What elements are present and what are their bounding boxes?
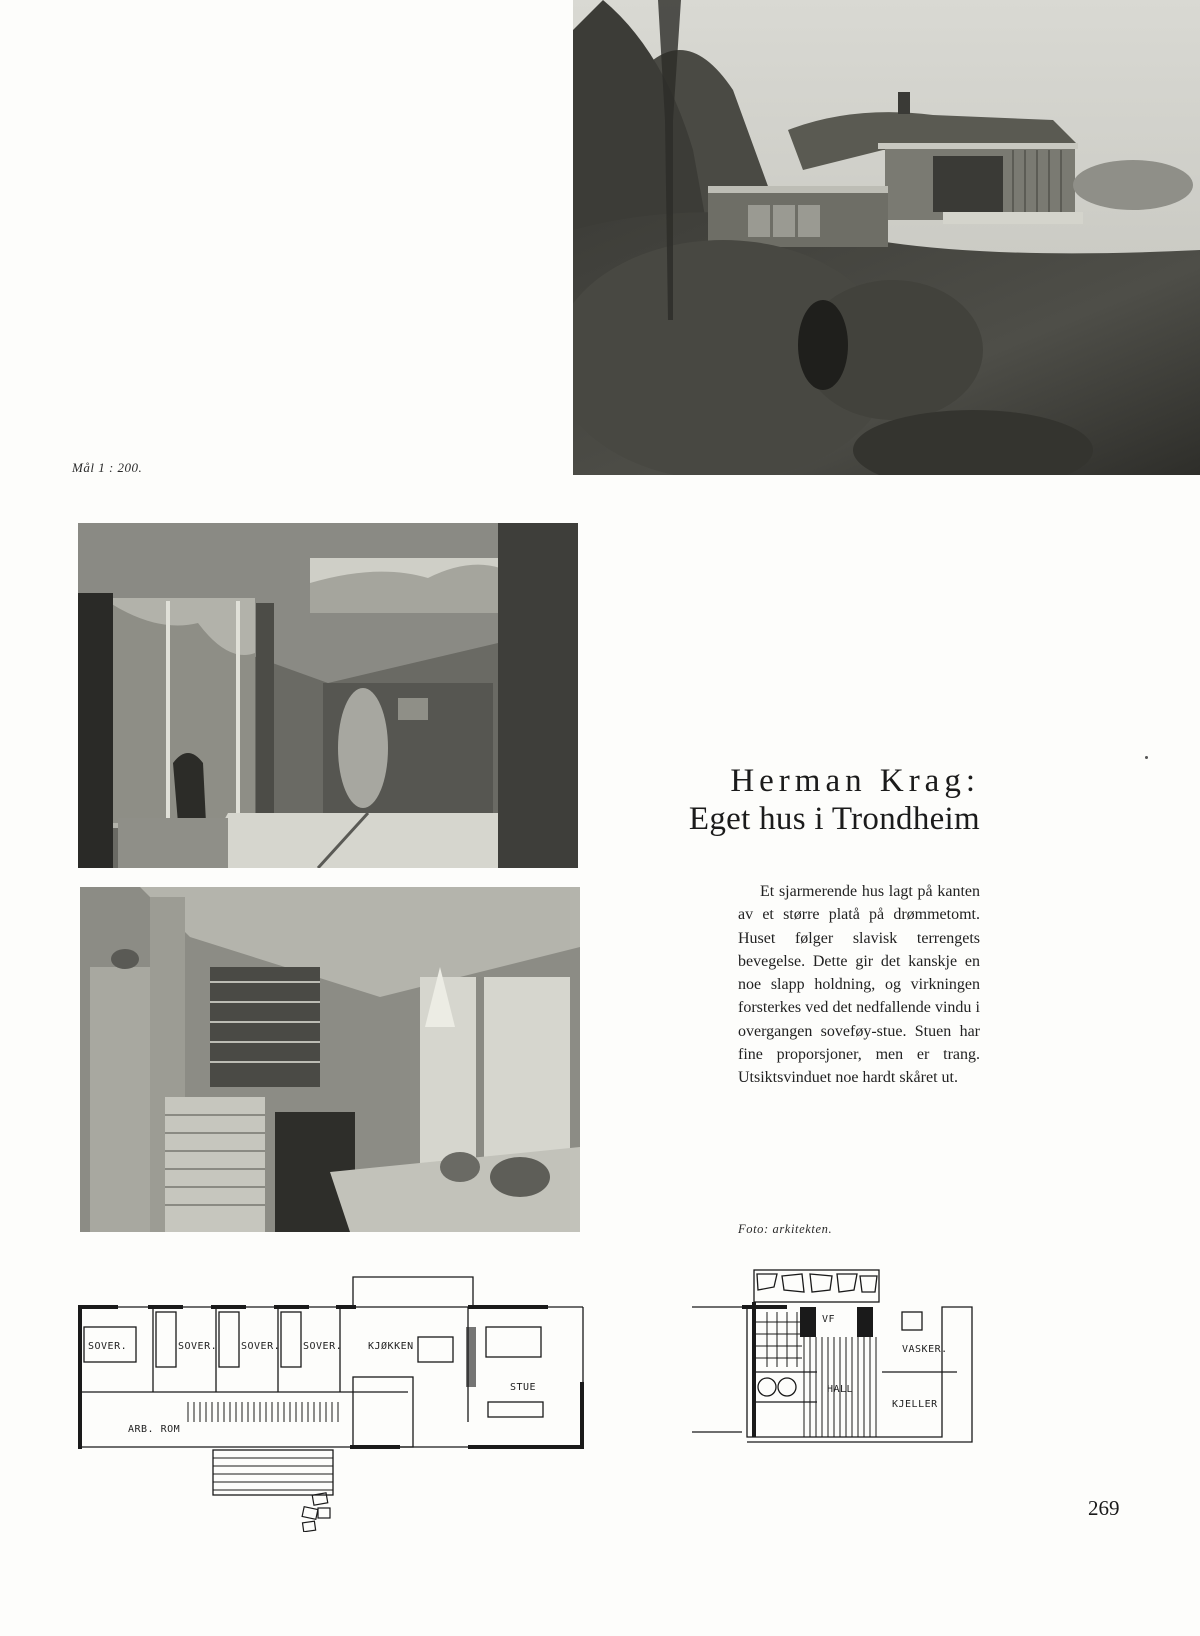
room-label: KJELLER [892,1399,938,1410]
room-label: SOVER. [303,1341,343,1352]
interior-stair-photo [80,887,580,1232]
basement-plan [692,1262,982,1447]
article-title [689,762,980,838]
room-label: KJØKKEN [368,1341,414,1352]
title-subject: Eget hus i Trondheim [688,801,980,837]
room-label: HALL [827,1384,854,1395]
room-label: SOVER. [178,1341,218,1352]
main-floor-plan [78,1272,590,1532]
room-label: ARB. ROM [128,1424,181,1435]
scale-caption: Mål 1 : 200. [72,460,143,475]
page-number: 269 [1088,1496,1120,1520]
article-body: Et sjarmerende hus lagt på kanten av et større platå på drømmetomt. Huset følger slavisk terrengets bevegelse. Dette gir det kanskje en noe slapp holdning, og virkningen forsterkes ved det nedfallende vindu i overgangen soveføy-stue. Stuen har fine proporsjoner, men er trang. Utsiktsvinduet noe hardt skåret ut. [738,883,980,1087]
scan-speck [1145,756,1148,759]
photo-credit: Foto: arkitekten. [738,1222,833,1236]
interior-living-photo [78,523,578,868]
room-label: VASKER. [902,1344,948,1355]
exterior-photo [573,0,1200,475]
room-label: SOVER. [88,1341,128,1352]
room-label: VF [822,1314,836,1325]
room-label: STUE [510,1382,537,1393]
title-architect: Herman Krag: [730,763,980,799]
room-label: SOVER. [241,1341,281,1352]
